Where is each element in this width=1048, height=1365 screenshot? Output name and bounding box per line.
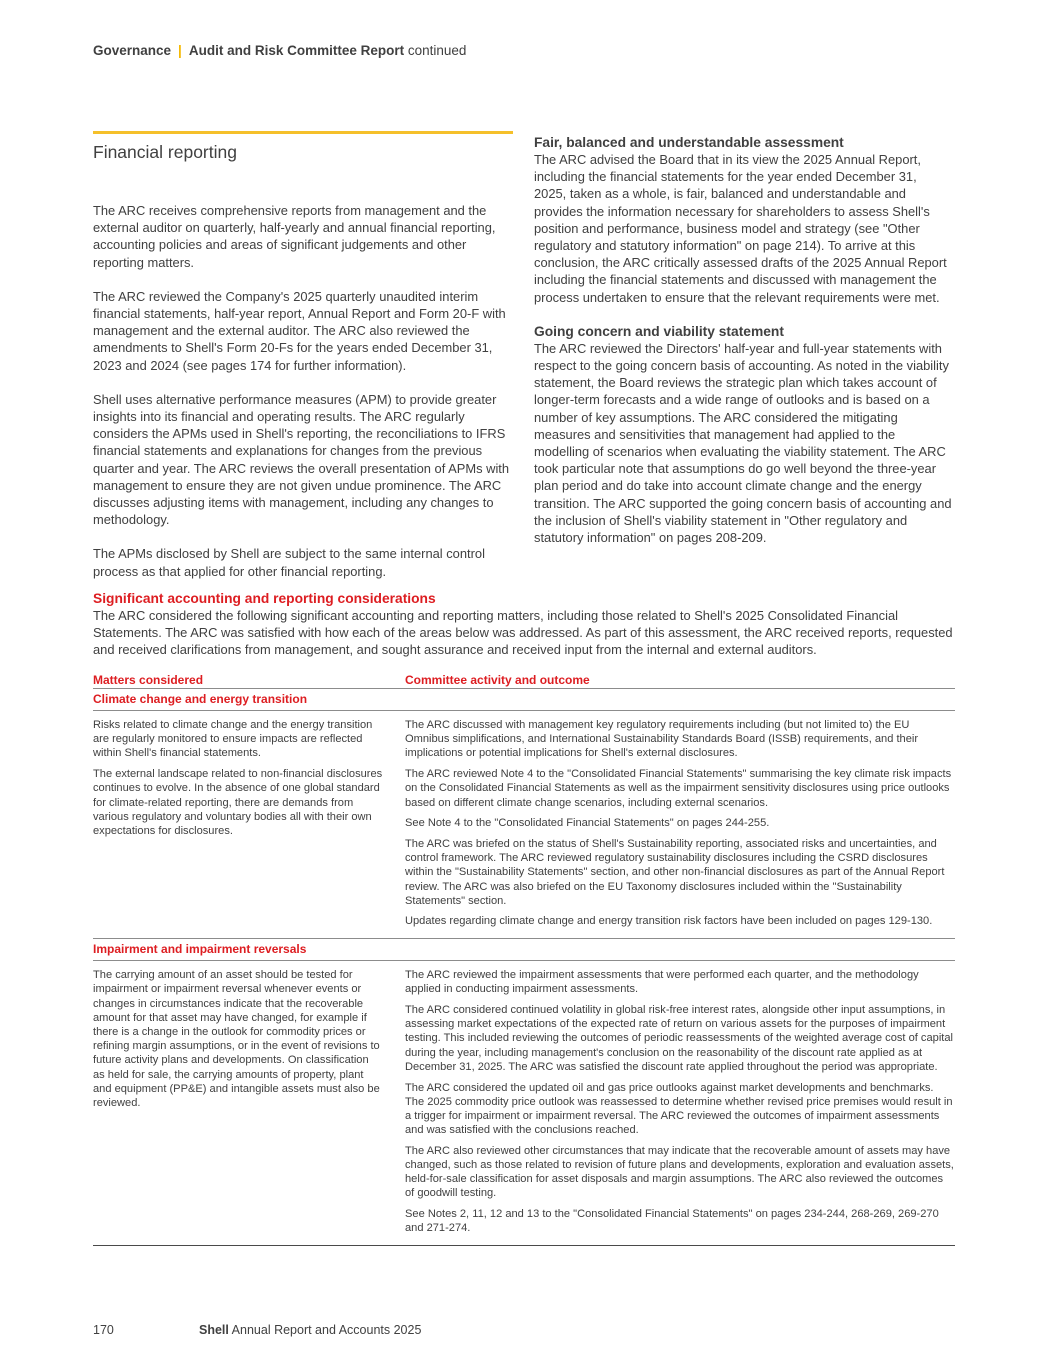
running-header [93, 43, 466, 58]
footer-brand: Shell [199, 1323, 229, 1337]
table-row [93, 711, 955, 939]
table-section-title: Impairment and impairment reversals [93, 939, 955, 961]
activity-text: Updates regarding climate change and energy transition risk factors have been included on pages 129-130. [405, 915, 933, 928]
activity-cell [405, 968, 955, 1242]
matter-text: Risks related to climate change and the energy transition are regularly monitored to ensure impacts are reflected within Shell's financial statements. [93, 719, 373, 760]
activity-text: See Note 4 to the "Consolidated Financial Statements" on pages 244-255. [405, 817, 770, 830]
footer-publication-title: Annual Report and Accounts 2025 [231, 1323, 422, 1337]
section-accent-rule [93, 131, 513, 134]
activity-text: The ARC was briefed on the status of Shell's Sustainability reporting, associated risks and uncertainties, and control framework. The ARC reviewed regulatory sustainability disclosures including the CSRD disclosures within the "Sustainability Statements" section, and other non-financial disclosures as part of the Annual Report review. The ARC was also briefed on the EU Taxonomy disclosures included within the "Sustainability Statements" section. [405, 837, 945, 907]
activity-text: The ARC considered the updated oil and gas price outlooks against market developments and benchmarks. The 2025 commodity price outlook was reassessed to determine whether revised price premises would result in a trigger for impairment or impairment reversal. The ARC reviewed the outcomes of impairment assessments and was satisfied with the conclusions reached. [405, 1081, 953, 1137]
activity-text: The ARC reviewed Note 4 to the "Consolidated Financial Statements" summarising the key climate risk impacts on the Consolidated Financial Statements as well as the impairment sensitivity disclosures using price outlooks based on different climate change scenarios, including external scenarios. [405, 768, 952, 809]
table-section-title: Climate change and energy transition [93, 689, 955, 711]
activity-text: The ARC reviewed the impairment assessments that were performed each quarter, and the methodology applied in conducting impairment assessments. [405, 969, 919, 996]
header-section: Governance [93, 43, 172, 58]
activity-text: See Notes 2, 11, 12 and 13 to the "Consolidated Financial Statements" on pages 234-244, 268-269, 269-270 and 271-274. [405, 1208, 939, 1235]
header-suffix: continued [407, 43, 467, 58]
going-concern-text: The ARC reviewed the Directors' half-year and full-year statements with respect to the going concern basis of accounting. As noted in the viability statement, the Board reviews the strategic plan which takes account of longer-term forecasts and a wide range of outlooks and is based on a number of key assumptions. The ARC considered the mitigating measures and sensitivities that management had applied to the modelling of scenarios when evaluating the viability statement. The ARC took particular note that assumptions do go well beyond the three-year plan period and do take into account climate change and the energy transition. The ARC supported the going concern basis of accounting and the inclusion of Shell's viability statement in "Other regulatory and statutory information" on pages 208-209. [534, 340, 952, 546]
fair-balanced-heading: Fair, balanced and understandable assessment [534, 135, 844, 150]
significant-heading: Significant accounting and reporting considerations [93, 591, 436, 606]
matter-text: The carrying amount of an asset should be tested for impairment or impairment reversal whenever events or changes in circumstances indicate that the recoverable amount for that asset may have changed, for example if there is a change in the outlook for commodity prices or refining margin assumptions, or in the event of revisions to future activity plans and developments. On classification as held for sale, the carrying amounts of property, plant and equipment (PP&E) and intangible assets must also be reviewed. [93, 969, 380, 1109]
paragraph: The ARC reviewed the Company's 2025 quarterly unaudited interim financial statements, half-year report, Annual Report and Form 20-F with management and the external auditor. The ARC also reviewed the amendments to Shell's Form 20-Fs for the years ended December 31, 2023 and 2024 (see pages 174 for further information). [93, 288, 506, 373]
activity-text: The ARC considered continued volatility in global risk-free interest rates, alongside other input assumptions, in assessing market expectations of the expected rate of return on various assets for the purposes of impairment testing. This included reviewing the outcomes of periodic reassessments of the weighted average cost of capital during the year, including management's conclusion on the reasonability of the discount rate applied as at December 31, 2025. The ARC was satisfied the discount rate applied throughout the period was appropriate. [405, 1004, 954, 1073]
paragraph: The ARC receives comprehensive reports from management and the external auditor on quarterly, half-yearly and annual financial reporting, accounting policies and areas of significant judgements and other reporting matters. [93, 203, 496, 270]
matters-cell [93, 968, 383, 1242]
fair-balanced-text: The ARC advised the Board that in its view the 2025 Annual Report, including the financial statements for the year ended December 31, 2025, taken as a whole, is fair, balanced and understandable and provides the information necessary for shareholders to assess Shell's position and performance, business model and strategy (see "Other regulatory and statutory information" on page 214). To arrive at this conclusion, the ARC critically assessed drafts of the 2025 Annual Report including the financial statements and discussed with management the process undertaken to ensure that the relevant requirements were met. [534, 152, 947, 305]
significant-text: The ARC considered the following significant accounting and reporting matters, including those related to Shell's 2025 Consolidated Financial Statements. The ARC was satisfied with how each of the areas below was addressed. As part of this assessment, the ARC received reports, requested and received clarifications from management, and sought assurance and received input from the internal and external auditors. [93, 608, 953, 658]
matters-cell [93, 718, 383, 935]
table-header-row [93, 670, 955, 689]
activity-text: The ARC discussed with management key regulatory requirements including (but not limited to) the EU Omnibus simplifications, and International Sustainability Standards Board (ISSB) requirements, and their implications or potential implications for Shell's external disclosures. [405, 719, 919, 760]
going-concern-heading: Going concern and viability statement [534, 323, 784, 339]
page-footer [93, 1323, 422, 1337]
right-column [534, 134, 952, 563]
section-title: Financial reporting [93, 142, 237, 162]
paragraph: The APMs disclosed by Shell are subject to the same internal control process as that applied for other financial reporting. [93, 546, 485, 579]
header-title: Audit and Risk Committee Report [188, 43, 405, 58]
considerations-table [93, 670, 955, 1246]
column-header-activity: Committee activity and outcome [405, 673, 590, 687]
paragraph: Shell uses alternative performance measures (APM) to provide greater insights into its financial and operating results. The ARC regularly considers the APMs used in Shell's reporting, the reconciliations to IFRS financial statements and explanations for changes from the previous quarter and year. The ARC reviews the overall presentation of APMs with management to ensure they are not given undue prominence. The ARC discusses adjusting items with management, including any changes to methodology. [93, 391, 510, 528]
header-separator: | [178, 43, 182, 58]
column-header-matters: Matters considered [93, 673, 204, 687]
activity-text: The ARC also reviewed other circumstances that may indicate that the recoverable amount of assets may have changed, such as those related to revision of future plans and developments, exploration and evaluation assets, held-for-sale classification for asset disposals and margin assumptions. The ARC also reviewed the outcomes of goodwill testing. [405, 1144, 954, 1200]
page-number: 170 [93, 1323, 114, 1337]
matter-text: The external landscape related to non-financial disclosures continues to evolve. In the absence of one global standard for climate-related reporting, there are demands from various regulatory and voluntary bodies all with their own expectations for disclosures. [93, 768, 383, 837]
activity-cell [405, 718, 955, 935]
table-row [93, 961, 955, 1246]
footer-publication [199, 1323, 421, 1337]
financial-reporting-column [93, 202, 518, 597]
significant-considerations [93, 590, 963, 659]
